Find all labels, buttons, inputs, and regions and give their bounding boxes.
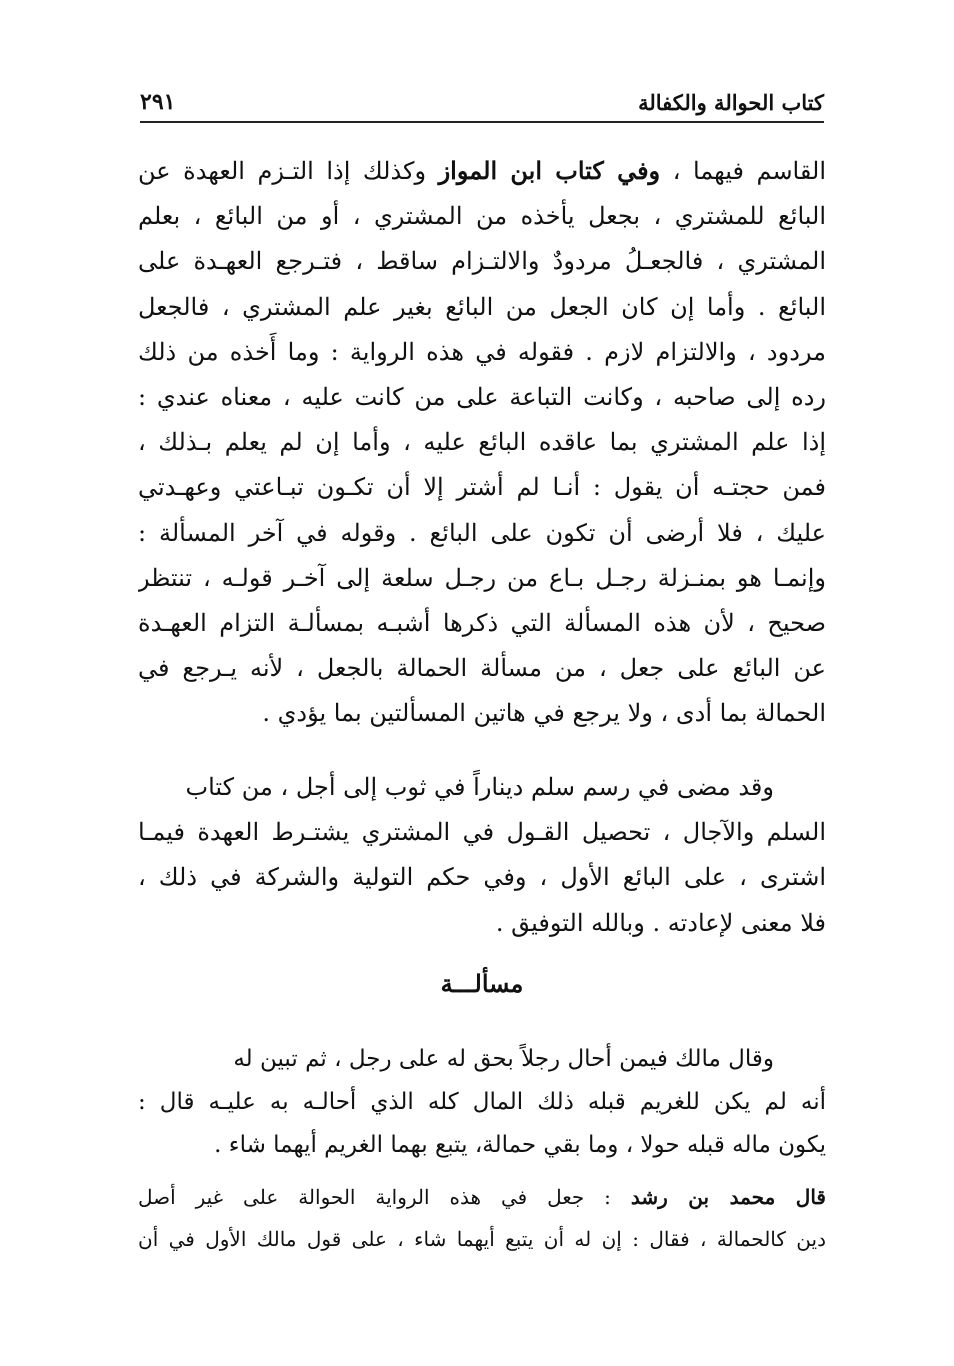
text-line: رده إلى صاحبه ، وكانت التباعة على من كانت عليه ، معناه عندي : (138, 383, 826, 412)
text-line: الحمالة بما أدى ، ولا يرجع في هاتين المسألتين بما يؤدي . (262, 699, 826, 728)
text-line: وقال مالك فيمن أحال رجلاً بحق له على رجل ، ثم تبين له (233, 1046, 774, 1072)
paragraph-4 (138, 1176, 826, 1260)
text-line (138, 148, 826, 194)
page-header (140, 84, 824, 120)
paragraph-2 (138, 765, 826, 946)
section-heading: مسألـــة (440, 969, 524, 998)
bold-citation: وفي كتاب ابن المواز (438, 156, 661, 185)
text-line: فلا معنى لإعادته . وبالله التوفيق . (495, 908, 826, 937)
paragraph-1 (138, 148, 826, 737)
text-line: عليك ، فلا أرضى أن تكون على البائع . وقوله في آخر المسألة : (138, 518, 826, 547)
text-line: مردود ، والالتزام لازم . فقوله في هذه الرواية : وما أَخذه من ذلك (138, 337, 826, 366)
text-line: البائع . وأما إن كان الجعل من البائع بغير علم المشتري ، فالجعل (138, 292, 826, 321)
text-line: وقد مضى في رسم سلم ديناراً في ثوب إلى أجل ، من كتاب (185, 773, 774, 801)
text-line: وإنمـا هو بمنـزلة رجـل بـاع من رجـل سلعة إلى آخـر قولـه ، تنتظر (138, 563, 826, 592)
text-line: صحيح ، لأن هذه المسألة التي ذكرها أشبـه بمسألـة التزام العهـدة (138, 609, 826, 638)
bold-citation: قال محمد بن رشد (630, 1185, 826, 1209)
text-line: عن البائع على جعل ، من مسألة الحمالة بالجعل ، لأنه يـرجع في (138, 654, 826, 683)
text-line: دين كالحمالة ، فقال : إن له أن يتبع أيهما شاء ، على قول مالك الأول في أن (138, 1227, 826, 1251)
running-title: كتاب الحوالة والكفالة (638, 89, 824, 115)
text-line: السلم والآجال ، تحصيل القـول في المشتري يشتـرط العهدة فيمـا (138, 818, 826, 847)
text-line: المشتري ، فالجعـلُ مردودٌ والالتـزام ساقط ، فتـرجع العهـدة على (138, 247, 826, 276)
text-line (138, 1176, 826, 1218)
text-run: وكذلك إذا التـزم العهدة عن (138, 157, 439, 185)
text-run: : جعل في هذه الرواية الحوالة على غير أصل (138, 1185, 631, 1209)
text-line: أنه لم يكن للغريم قبله ذلك المال كله الذي أحالـه به عليـه قال : (138, 1089, 826, 1115)
text-line: يكون ماله قبله حولا ، وما بقي حمالة، يتبع بهما الغريم أيهما شاء . (214, 1132, 826, 1158)
text-run: القاسم فيهما ، (660, 157, 826, 185)
text-line: اشترى ، على البائع الأول ، وفي حكم التولية والشركة في ذلك ، (138, 863, 826, 892)
page-number: ٢٩١ (140, 89, 176, 115)
text-line: البائع للمشتري ، بجعل يأخذه من المشتري ، أو من البائع ، بعلم (138, 202, 826, 231)
header-rule (140, 121, 824, 123)
paragraph-3 (138, 1038, 826, 1167)
text-line: فمن حجتـه أن يقول : أنـا لم أشتر إلا أن تكـون تبـاعتي وعهـدتي (138, 473, 826, 502)
text-line: إذا علم المشتري بما عاقده البائع عليه ، وأما إن لم يعلم بـذلك ، (138, 428, 826, 457)
